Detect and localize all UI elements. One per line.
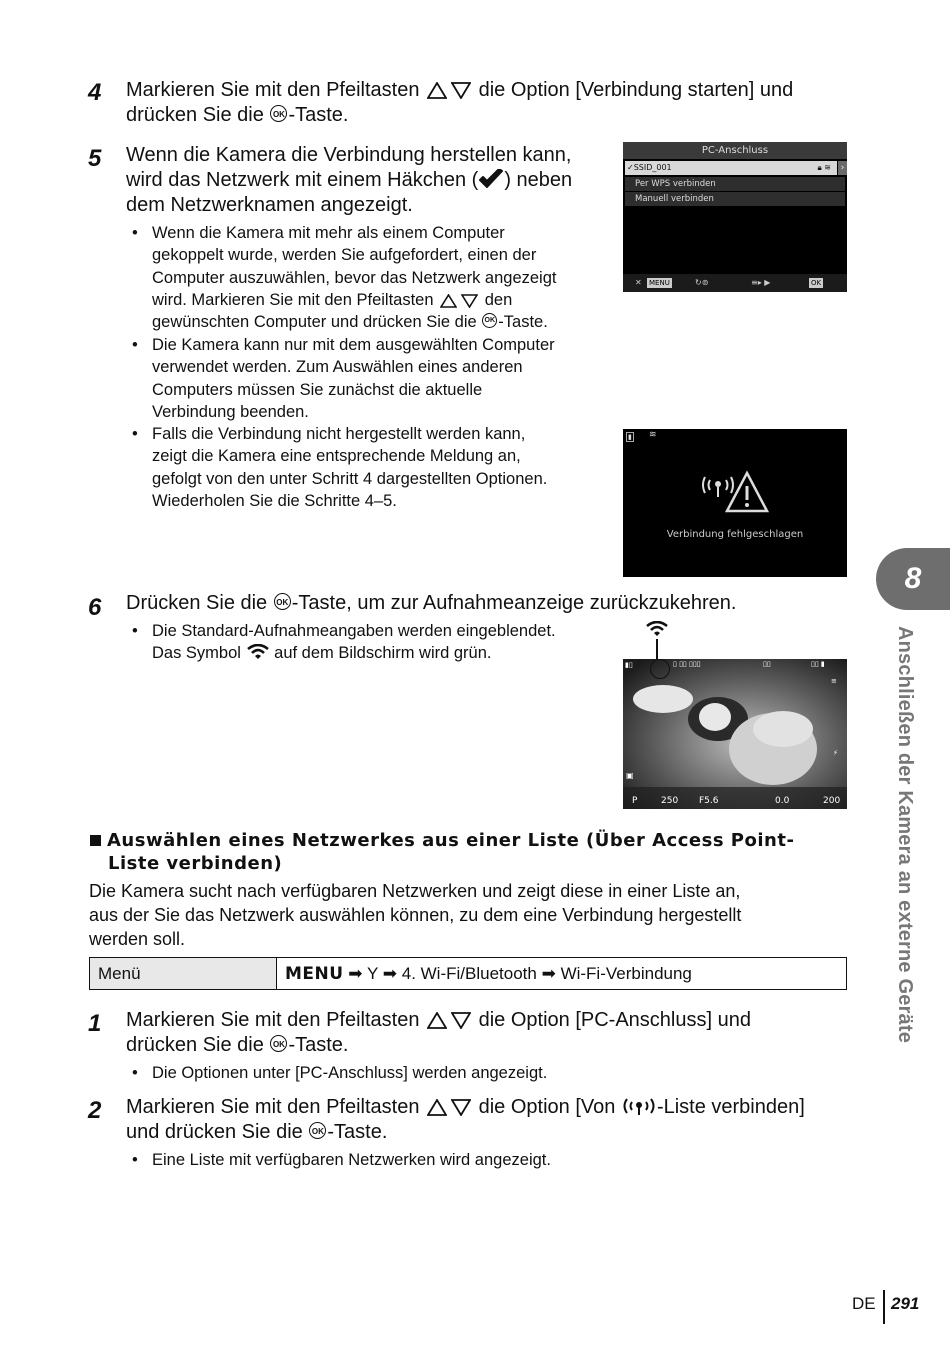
text: Falls die Verbindung nicht hergestellt werden kann, xyxy=(152,425,526,443)
text: -Taste, um zur Aufnahmeanzeige zurückzukehren. xyxy=(291,592,737,614)
mode-icon: P xyxy=(632,796,638,806)
text: 4. Wi-Fi/Bluetooth xyxy=(401,963,537,983)
wrench-icon: Y xyxy=(366,963,379,983)
menu-item xyxy=(625,192,845,206)
text: Computer auszuwählen, bevor das Netzwerk angezeigt xyxy=(152,268,557,287)
iso: 200 xyxy=(823,796,841,806)
text: verwendet werden. Zum Auswählen eines anderen xyxy=(152,358,523,377)
camera-screen-connection-failed xyxy=(623,429,847,577)
wifi-icon: ≋ xyxy=(649,430,657,440)
battery-icon: ▮ xyxy=(628,433,632,441)
arrow-up-icon xyxy=(427,1012,447,1029)
text: Eine Liste mit verfügbaren Netzwerken wird angezeigt. xyxy=(152,1151,551,1169)
text: wird. Markieren Sie mit den Pfeiltasten xyxy=(152,290,434,309)
text: Die Kamera sucht nach verfügbaren Netzwerken und zeigt diese in einer Liste an, xyxy=(89,881,741,901)
arrow-up-icon xyxy=(440,294,457,308)
step-number: 6 xyxy=(88,594,102,621)
text: Die Kamera kann nur mit dem ausgewählten Computer xyxy=(152,336,555,354)
arrow-right-icon: ➡ xyxy=(382,963,397,983)
close-icon: ✕ xyxy=(635,278,642,287)
chapter-tab: 8 xyxy=(876,548,950,610)
page-number: 291 xyxy=(891,1294,920,1313)
language-label: DE xyxy=(852,1294,876,1313)
highlight-circle xyxy=(650,659,670,679)
check-icon: ✓ xyxy=(627,163,634,172)
text: Die Standard-Aufnahmeangaben werden eingeblendet. xyxy=(152,622,556,640)
menu-path-cell xyxy=(277,958,847,990)
text: die Option [Verbindung starten] und xyxy=(478,79,794,101)
aperture: F5.6 xyxy=(699,796,719,806)
text: die Option [Von xyxy=(478,1096,616,1118)
live-view-photo xyxy=(623,659,847,809)
text: -Taste. xyxy=(288,104,349,126)
step-text xyxy=(126,1008,751,1058)
menu-path-table xyxy=(89,957,847,990)
exposure-compensation: 0.0 xyxy=(775,796,790,806)
section-heading xyxy=(90,829,794,875)
text: Liste verbinden) xyxy=(108,853,283,874)
text: Markieren Sie mit den Pfeiltasten xyxy=(126,1009,420,1031)
text: Wenn die Kamera die Verbindung herstellen kann, xyxy=(126,144,572,166)
ok-button-icon: OK xyxy=(309,1122,326,1139)
text: Manuell verbinden xyxy=(635,194,714,204)
text: ) neben xyxy=(504,169,573,191)
step-number: 5 xyxy=(88,145,102,172)
step-number: 1 xyxy=(88,1010,102,1037)
menu-item xyxy=(625,177,845,191)
text: Die Optionen unter [PC-Anschluss] werden angezeigt. xyxy=(152,1064,548,1082)
card-icon: ▯▯ ▮ xyxy=(811,660,825,668)
lock-wifi-icon: 🔒︎ ≋ xyxy=(817,163,831,172)
text: drücken Sie die xyxy=(126,1034,264,1056)
menu-keyword: MENU xyxy=(285,963,344,984)
text: Das Symbol xyxy=(152,644,241,663)
ok-button-icon: OK xyxy=(482,313,497,328)
arrow-down-icon xyxy=(451,1099,471,1116)
ok-button-icon: OK xyxy=(270,1035,287,1052)
text: gewünschten Computer und drücken Sie die xyxy=(152,313,477,332)
arrow-down-icon xyxy=(451,82,471,99)
text: gekoppelt wurde, werden Sie aufgefordert, einen der xyxy=(152,246,537,265)
menu-button-icon: MENU xyxy=(649,279,670,287)
text: und drücken Sie die xyxy=(126,1121,303,1143)
step-text xyxy=(126,78,793,128)
error-message: Verbindung fehlgeschlagen xyxy=(666,529,804,540)
section-paragraph xyxy=(89,879,829,951)
ssid-label: SSID_001 xyxy=(633,163,672,172)
arrow-right-icon: ➡ xyxy=(348,963,363,983)
arrow-down-icon xyxy=(461,294,478,308)
arrow-up-icon xyxy=(427,1099,447,1116)
text: -Taste. xyxy=(327,1121,388,1143)
step-text xyxy=(126,1095,805,1145)
checkmark-icon xyxy=(478,169,504,189)
text: Computers müssen Sie zunächst die aktuelle xyxy=(152,380,483,399)
text: Wiederholen Sie die Schritte 4–5. xyxy=(152,491,397,510)
text: wird das Netzwerk mit einem Häkchen ( xyxy=(126,169,479,191)
text: -Taste. xyxy=(288,1034,349,1056)
camera-live-view xyxy=(623,659,847,809)
text: gefolgt von den unter Schritt 4 dargestellten Optionen. xyxy=(152,469,548,488)
arrow-right-icon: ➡ xyxy=(541,963,556,983)
text: Anschließen der Kamera an externe Geräte xyxy=(894,626,916,1044)
text: die Option [PC-Anschluss] und xyxy=(478,1009,751,1031)
step-text xyxy=(126,143,572,218)
text: -Liste verbinden] xyxy=(656,1096,805,1118)
text: werden soll. xyxy=(89,929,186,949)
screen-title: PC-Anschluss xyxy=(623,142,847,159)
ssid-row xyxy=(625,161,837,175)
text: zeigt die Kamera eine entsprechende Meldung an, xyxy=(152,447,521,466)
ok-button-icon: OK xyxy=(274,593,291,610)
step-number: 4 xyxy=(88,79,102,106)
square-bullet-icon xyxy=(90,835,101,846)
flash-icon: ⚡ xyxy=(833,749,838,757)
text: den xyxy=(484,290,513,309)
callout-line xyxy=(656,639,658,659)
text: Per WPS verbinden xyxy=(635,179,716,189)
text: drücken Sie die xyxy=(126,104,264,126)
text: aus der Sie das Netzwerk auswählen können, zu dem eine Verbindung hergestellt xyxy=(89,905,742,925)
screen-footer xyxy=(623,274,847,292)
access-point-icon xyxy=(621,1096,657,1116)
menu-label-cell: Menü xyxy=(90,958,277,990)
text: Verbindung beenden. xyxy=(152,402,309,421)
text: Markieren Sie mit den Pfeiltasten xyxy=(126,79,420,101)
step-text xyxy=(126,591,736,616)
connection-failed-icon xyxy=(701,469,771,515)
drive-mode-icon: ▣ xyxy=(626,771,634,780)
wifi-icon xyxy=(246,644,270,660)
chevron-right-icon: › xyxy=(838,161,847,175)
quality-icon: ▯▯ xyxy=(763,660,771,668)
ok-button-icon: OK xyxy=(270,105,287,122)
af-icon: ≡ xyxy=(831,677,837,685)
chapter-title xyxy=(888,626,928,1106)
arrow-up-icon xyxy=(427,82,447,99)
arrow-down-icon xyxy=(451,1012,471,1029)
refresh-icon: ↻⊚ xyxy=(695,278,709,287)
battery-icon: ▮▯ xyxy=(625,661,633,669)
wifi-icon xyxy=(645,621,669,637)
text: dem Netzwerknamen angezeigt. xyxy=(126,194,413,216)
camera-screen-pc-connection xyxy=(623,142,847,292)
text: Drücken Sie die xyxy=(126,592,268,614)
step-number: 2 xyxy=(88,1097,102,1124)
text: Wenn die Kamera mit mehr als einem Computer xyxy=(152,224,505,242)
text: Auswählen eines Netzwerkes aus einer Liste (Über Access Point- xyxy=(107,830,795,851)
exposure-bar xyxy=(623,794,847,809)
shutter-speed: 250 xyxy=(661,796,679,806)
ok-button-icon: OK xyxy=(811,279,822,287)
text: auf dem Bildschirm wird grün. xyxy=(274,644,492,663)
text: -Taste. xyxy=(498,313,548,332)
status-icons: ▯ ▯▯ ▯▯▯ xyxy=(673,660,701,668)
footer-divider xyxy=(883,1290,885,1324)
text: Wi-Fi-Verbindung xyxy=(560,963,692,983)
info-arrow-icon: ≡▸ ▶ xyxy=(751,278,771,287)
text: Markieren Sie mit den Pfeiltasten xyxy=(126,1096,420,1118)
